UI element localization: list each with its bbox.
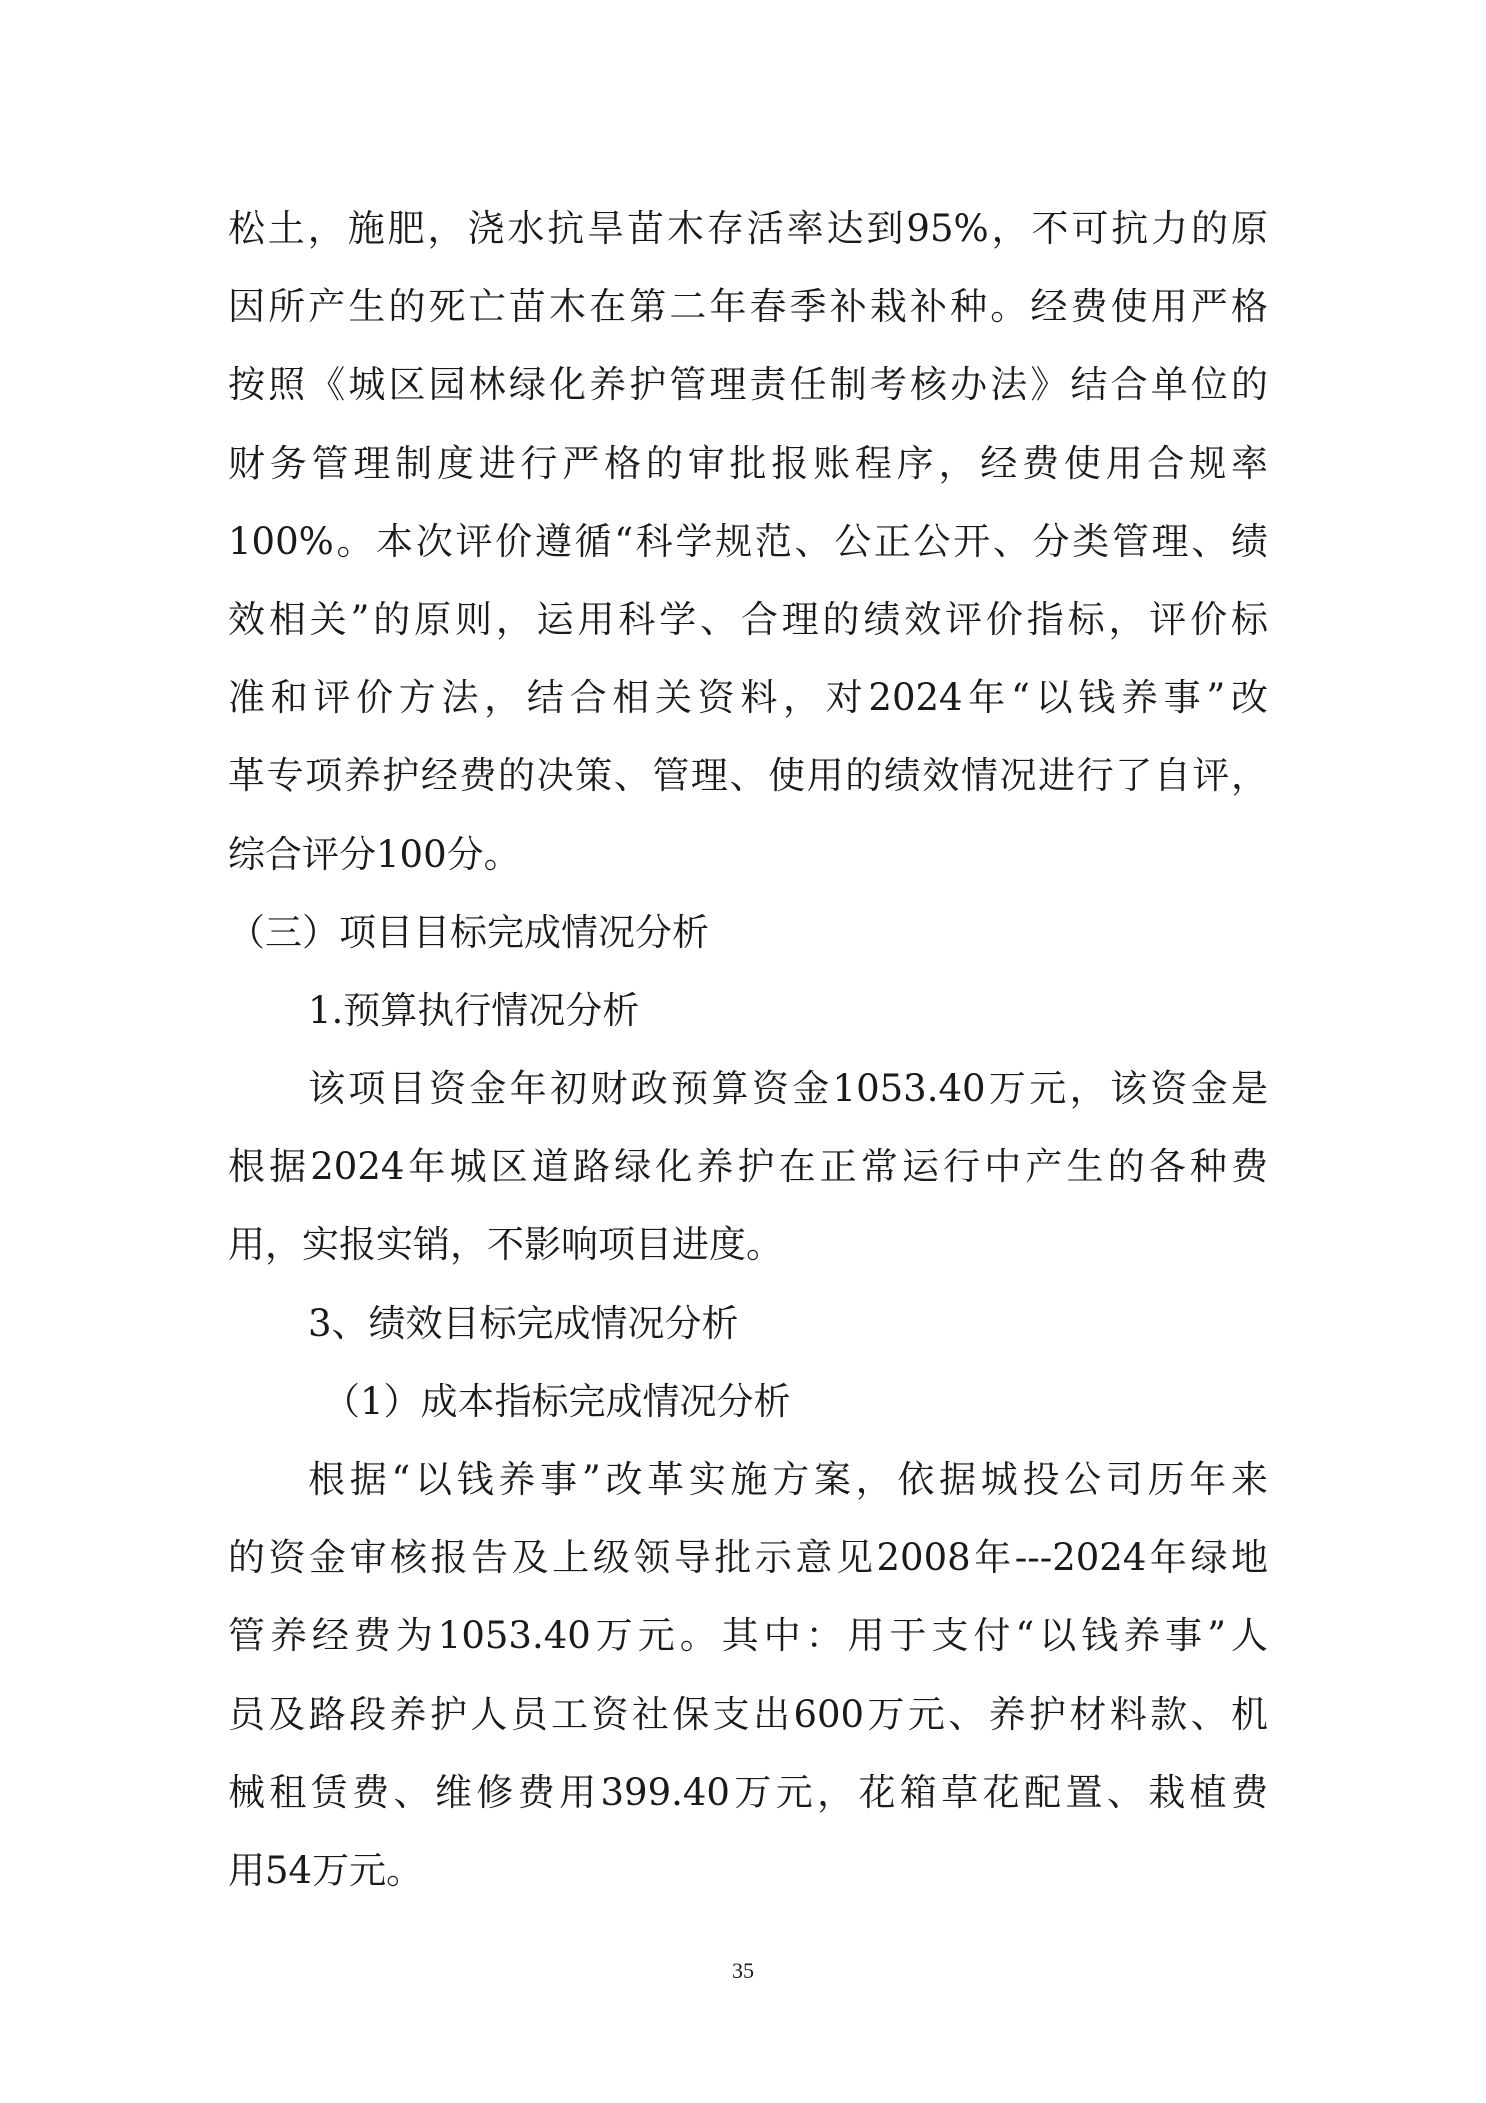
paragraph-line: 准和评价方法，结合相关资料，对2024年“以钱养事”改 xyxy=(228,676,1268,720)
paragraph-line: 用54万元。 xyxy=(228,1848,424,1892)
paragraph-line: 松土，施肥，浇水抗旱苗木存活率达到95%，不可抗力的原 xyxy=(228,207,1268,250)
document-body xyxy=(228,190,1268,1910)
paragraph-line: 革专项养护经费的决策、管理、使用的绩效情况进行了自评， xyxy=(228,754,1268,798)
paragraph-line: 管养经费为1053.40万元。其中：用于支付“以钱养事”人 xyxy=(228,1614,1268,1658)
subsection-heading: 1.预算执行情况分析 xyxy=(308,988,640,1032)
paragraph-line: 员及路段养护人员工资社保支出600万元、养护材料款、机 xyxy=(228,1692,1268,1736)
paragraph-line: 械租赁费、维修费用399.40万元，花箱草花配置、栽植费 xyxy=(228,1770,1268,1814)
subsubsection-heading: （1）成本指标完成情况分析 xyxy=(323,1379,791,1423)
paragraph-line: 效相关”的原则，运用科学、合理的绩效评价指标，评价标 xyxy=(228,597,1268,641)
paragraph-line: 根据2024年城区道路绿化养护在正常运行中产生的各种费 xyxy=(228,1145,1268,1189)
paragraph-line: 财务管理制度进行严格的审批报账程序，经费使用合规率 xyxy=(228,441,1268,485)
subsection-heading: 3、绩效目标完成情况分析 xyxy=(308,1301,739,1345)
paragraph-line: 用，实报实销，不影响项目进度。 xyxy=(228,1223,783,1267)
paragraph-line: 综合评分100分。 xyxy=(228,832,521,876)
paragraph-line: 该项目资金年初财政预算资金1053.40万元，该资金是 xyxy=(308,1067,1268,1111)
paragraph-line: 的资金审核报告及上级领导批示意见2008年---2024年绿地 xyxy=(228,1536,1268,1580)
paragraph-line: 因所产生的死亡苗木在第二年春季补栽补种。经费使用严格 xyxy=(228,285,1268,329)
section-heading: （三）项目目标完成情况分析 xyxy=(228,910,709,954)
paragraph-line: 100%。本次评价遵循“科学规范、公正公开、分类管理、绩 xyxy=(228,519,1268,563)
paragraph-line: 根据“以钱养事”改革实施方案，依据城投公司历年来 xyxy=(308,1458,1268,1501)
paragraph-line: 按照《城区园林绿化养护管理责任制考核办法》结合单位的 xyxy=(228,363,1268,407)
page-number: 35 xyxy=(732,1958,754,1983)
